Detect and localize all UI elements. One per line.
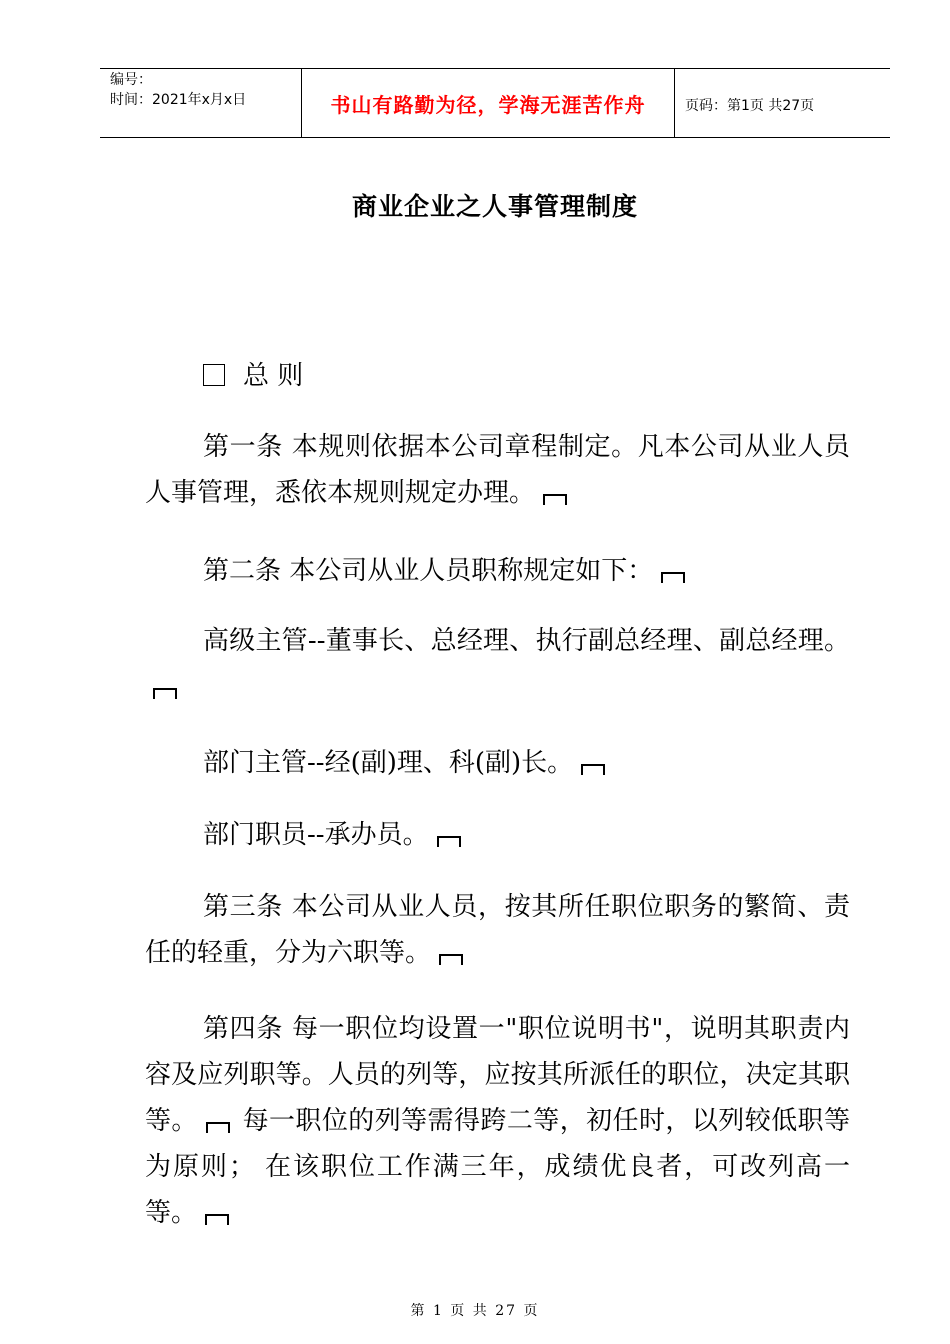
senior-title-text: 高级主管--董事长、总经理、执行副总经理、副总经理。 — [203, 626, 850, 656]
paragraph-mark-icon — [581, 764, 605, 775]
article-2-text: 第二条 本公司从业人员职称规定如下： — [203, 556, 654, 586]
article-2-paragraph — [145, 548, 850, 594]
article-4-continuation-text: 每一职位的列等需得跨二等，初任时，以列较低职等为原则； 在该职位工作满三年，成绩优良者，可改列高一等。 — [145, 1106, 850, 1228]
checkbox-square-icon — [203, 364, 225, 386]
article-1-text: 第一条 本规则依据本公司章程制定。凡本公司从业人员人事管理，悉依本规则规定办理。 — [145, 432, 850, 508]
article-3-paragraph — [145, 884, 850, 976]
dept-head-text: 部门主管--经(副)理、科(副)长。 — [203, 748, 574, 778]
dept-staff-paragraph — [145, 812, 850, 858]
paragraph-mark-icon — [205, 1214, 229, 1225]
paragraph-mark-icon — [153, 688, 177, 699]
document-time-label: 时间：2021年x月x日 — [110, 92, 247, 108]
paragraph-mark-icon — [439, 954, 463, 965]
header-page-number: 页码：第1页 共27页 — [685, 98, 815, 114]
section-heading — [203, 358, 303, 394]
article-4-text: 第四条 每一职位均设置一"职位说明书"，说明其职责内容及应列职等。人员的列等，应按其所派任的职位，决定其职等。 — [145, 1014, 850, 1136]
dept-staff-text: 部门职员--承办员。 — [203, 820, 429, 850]
header-page-cell — [675, 69, 890, 137]
header-meta-cell — [100, 69, 302, 137]
article-4-paragraph — [145, 1006, 850, 1236]
header-motto-cell — [302, 69, 675, 137]
section-heading-text: 总 则 — [243, 361, 304, 391]
article-3-text: 第三条 本公司从业人员，按其所任职位职务的繁简、责任的轻重，分为六职等。 — [145, 892, 850, 968]
page-footer: 第 1 页 共 27 页 — [410, 1303, 540, 1319]
header-motto: 书山有路勤为径，学海无涯苦作舟 — [330, 93, 646, 117]
document-title: 商业企业之人事管理制度 — [351, 192, 638, 221]
page-header — [100, 68, 890, 138]
paragraph-mark-icon — [437, 836, 461, 847]
paragraph-mark-icon — [543, 494, 567, 505]
senior-title-paragraph — [145, 618, 850, 710]
paragraph-mark-icon — [206, 1122, 230, 1133]
dept-head-paragraph — [145, 740, 850, 786]
article-1-paragraph — [145, 424, 850, 516]
paragraph-mark-icon — [661, 572, 685, 583]
document-number-label: 编号： — [110, 72, 152, 88]
